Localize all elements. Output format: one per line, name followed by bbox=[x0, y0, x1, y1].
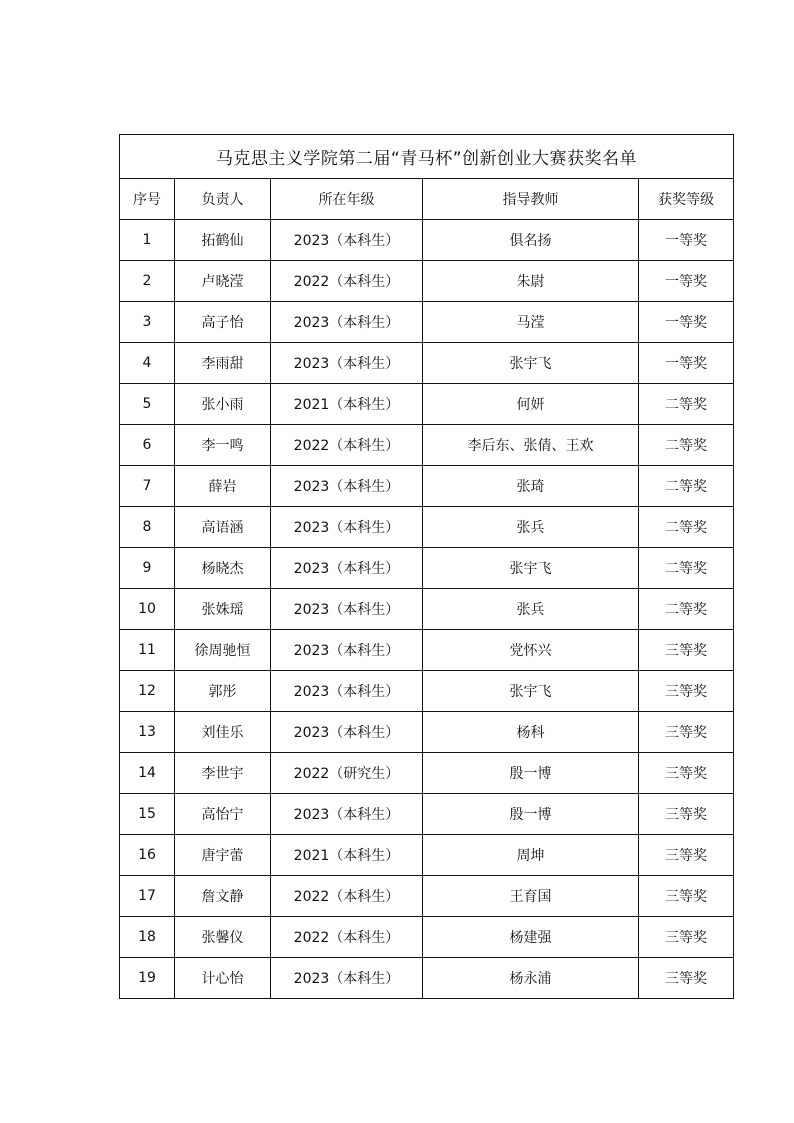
header-leader: 负责人 bbox=[175, 179, 271, 220]
table-body bbox=[120, 220, 734, 999]
award-table bbox=[119, 134, 734, 999]
cell-award-level: 二等奖 bbox=[639, 425, 734, 466]
cell-teacher: 张兵 bbox=[423, 507, 639, 548]
header-teacher: 指导教师 bbox=[423, 179, 639, 220]
table-row bbox=[120, 712, 734, 753]
cell-grade: 2023（本科生） bbox=[271, 958, 423, 999]
cell-leader: 杨晓杰 bbox=[175, 548, 271, 589]
cell-grade: 2023（本科生） bbox=[271, 343, 423, 384]
cell-grade: 2022（本科生） bbox=[271, 917, 423, 958]
cell-award-level: 二等奖 bbox=[639, 507, 734, 548]
cell-leader: 卢晓滢 bbox=[175, 261, 271, 302]
cell-leader: 徐周驰恒 bbox=[175, 630, 271, 671]
table-row bbox=[120, 548, 734, 589]
cell-leader: 张姝瑶 bbox=[175, 589, 271, 630]
cell-grade: 2023（本科生） bbox=[271, 548, 423, 589]
cell-grade: 2023（本科生） bbox=[271, 220, 423, 261]
cell-no: 4 bbox=[120, 343, 175, 384]
cell-grade: 2023（本科生） bbox=[271, 507, 423, 548]
cell-award-level: 二等奖 bbox=[639, 466, 734, 507]
table-row bbox=[120, 261, 734, 302]
cell-teacher: 朱尉 bbox=[423, 261, 639, 302]
cell-grade: 2023（本科生） bbox=[271, 712, 423, 753]
cell-award-level: 一等奖 bbox=[639, 220, 734, 261]
cell-no: 8 bbox=[120, 507, 175, 548]
cell-teacher: 殷一博 bbox=[423, 794, 639, 835]
cell-no: 9 bbox=[120, 548, 175, 589]
cell-no: 19 bbox=[120, 958, 175, 999]
cell-no: 5 bbox=[120, 384, 175, 425]
header-no: 序号 bbox=[120, 179, 175, 220]
cell-no: 3 bbox=[120, 302, 175, 343]
cell-leader: 薛岩 bbox=[175, 466, 271, 507]
cell-grade: 2022（本科生） bbox=[271, 876, 423, 917]
header-grade: 所在年级 bbox=[271, 179, 423, 220]
cell-teacher: 张琦 bbox=[423, 466, 639, 507]
cell-teacher: 周坤 bbox=[423, 835, 639, 876]
cell-leader: 郭彤 bbox=[175, 671, 271, 712]
cell-grade: 2021（本科生） bbox=[271, 835, 423, 876]
cell-award-level: 二等奖 bbox=[639, 589, 734, 630]
cell-teacher: 殷一博 bbox=[423, 753, 639, 794]
cell-no: 6 bbox=[120, 425, 175, 466]
table-row bbox=[120, 220, 734, 261]
cell-teacher: 杨建强 bbox=[423, 917, 639, 958]
cell-leader: 詹文静 bbox=[175, 876, 271, 917]
cell-award-level: 三等奖 bbox=[639, 630, 734, 671]
cell-no: 14 bbox=[120, 753, 175, 794]
cell-no: 2 bbox=[120, 261, 175, 302]
cell-teacher: 马滢 bbox=[423, 302, 639, 343]
cell-award-level: 三等奖 bbox=[639, 835, 734, 876]
cell-leader: 李雨甜 bbox=[175, 343, 271, 384]
cell-award-level: 三等奖 bbox=[639, 917, 734, 958]
cell-no: 10 bbox=[120, 589, 175, 630]
cell-award-level: 三等奖 bbox=[639, 753, 734, 794]
cell-no: 15 bbox=[120, 794, 175, 835]
cell-no: 18 bbox=[120, 917, 175, 958]
table-title-row bbox=[120, 135, 734, 179]
cell-grade: 2023（本科生） bbox=[271, 589, 423, 630]
cell-no: 7 bbox=[120, 466, 175, 507]
cell-award-level: 一等奖 bbox=[639, 302, 734, 343]
cell-grade: 2023（本科生） bbox=[271, 794, 423, 835]
cell-grade: 2022（研究生） bbox=[271, 753, 423, 794]
cell-grade: 2023（本科生） bbox=[271, 671, 423, 712]
table-row bbox=[120, 384, 734, 425]
cell-teacher: 杨永浦 bbox=[423, 958, 639, 999]
cell-leader: 张小雨 bbox=[175, 384, 271, 425]
cell-award-level: 三等奖 bbox=[639, 671, 734, 712]
cell-leader: 唐宇蕾 bbox=[175, 835, 271, 876]
cell-award-level: 二等奖 bbox=[639, 548, 734, 589]
cell-award-level: 三等奖 bbox=[639, 794, 734, 835]
cell-grade: 2022（本科生） bbox=[271, 425, 423, 466]
cell-teacher: 杨科 bbox=[423, 712, 639, 753]
cell-grade: 2023（本科生） bbox=[271, 466, 423, 507]
cell-award-level: 一等奖 bbox=[639, 343, 734, 384]
cell-teacher: 张宇飞 bbox=[423, 548, 639, 589]
cell-teacher: 何妍 bbox=[423, 384, 639, 425]
cell-teacher: 党怀兴 bbox=[423, 630, 639, 671]
cell-leader: 拓鹤仙 bbox=[175, 220, 271, 261]
cell-no: 17 bbox=[120, 876, 175, 917]
table-row bbox=[120, 630, 734, 671]
cell-leader: 张馨仪 bbox=[175, 917, 271, 958]
cell-leader: 李一鸣 bbox=[175, 425, 271, 466]
table-row bbox=[120, 343, 734, 384]
cell-award-level: 三等奖 bbox=[639, 958, 734, 999]
cell-award-level: 一等奖 bbox=[639, 261, 734, 302]
cell-no: 16 bbox=[120, 835, 175, 876]
cell-leader: 李世宇 bbox=[175, 753, 271, 794]
table-row bbox=[120, 917, 734, 958]
cell-grade: 2023（本科生） bbox=[271, 630, 423, 671]
cell-award-level: 三等奖 bbox=[639, 876, 734, 917]
table-row bbox=[120, 753, 734, 794]
table-row bbox=[120, 466, 734, 507]
cell-teacher: 张兵 bbox=[423, 589, 639, 630]
table-row bbox=[120, 507, 734, 548]
cell-grade: 2022（本科生） bbox=[271, 261, 423, 302]
cell-teacher: 俱名扬 bbox=[423, 220, 639, 261]
cell-award-level: 二等奖 bbox=[639, 384, 734, 425]
table-row bbox=[120, 671, 734, 712]
table-row bbox=[120, 958, 734, 999]
cell-leader: 计心怡 bbox=[175, 958, 271, 999]
table-header-row bbox=[120, 179, 734, 220]
header-level: 获奖等级 bbox=[639, 179, 734, 220]
cell-leader: 高语涵 bbox=[175, 507, 271, 548]
cell-grade: 2021（本科生） bbox=[271, 384, 423, 425]
cell-teacher: 李后东、张倩、王欢 bbox=[423, 425, 639, 466]
cell-no: 1 bbox=[120, 220, 175, 261]
cell-leader: 高怡宁 bbox=[175, 794, 271, 835]
table-row bbox=[120, 876, 734, 917]
cell-leader: 高子怡 bbox=[175, 302, 271, 343]
table-row bbox=[120, 425, 734, 466]
cell-leader: 刘佳乐 bbox=[175, 712, 271, 753]
cell-no: 13 bbox=[120, 712, 175, 753]
table-title: 马克思主义学院第二届“青马杯”创新创业大赛获奖名单 bbox=[120, 135, 734, 179]
cell-teacher: 张宇飞 bbox=[423, 671, 639, 712]
cell-no: 11 bbox=[120, 630, 175, 671]
table-row bbox=[120, 835, 734, 876]
cell-no: 12 bbox=[120, 671, 175, 712]
table-row bbox=[120, 589, 734, 630]
table-row bbox=[120, 794, 734, 835]
cell-grade: 2023（本科生） bbox=[271, 302, 423, 343]
cell-teacher: 王育国 bbox=[423, 876, 639, 917]
table-row bbox=[120, 302, 734, 343]
cell-award-level: 三等奖 bbox=[639, 712, 734, 753]
cell-teacher: 张宇飞 bbox=[423, 343, 639, 384]
